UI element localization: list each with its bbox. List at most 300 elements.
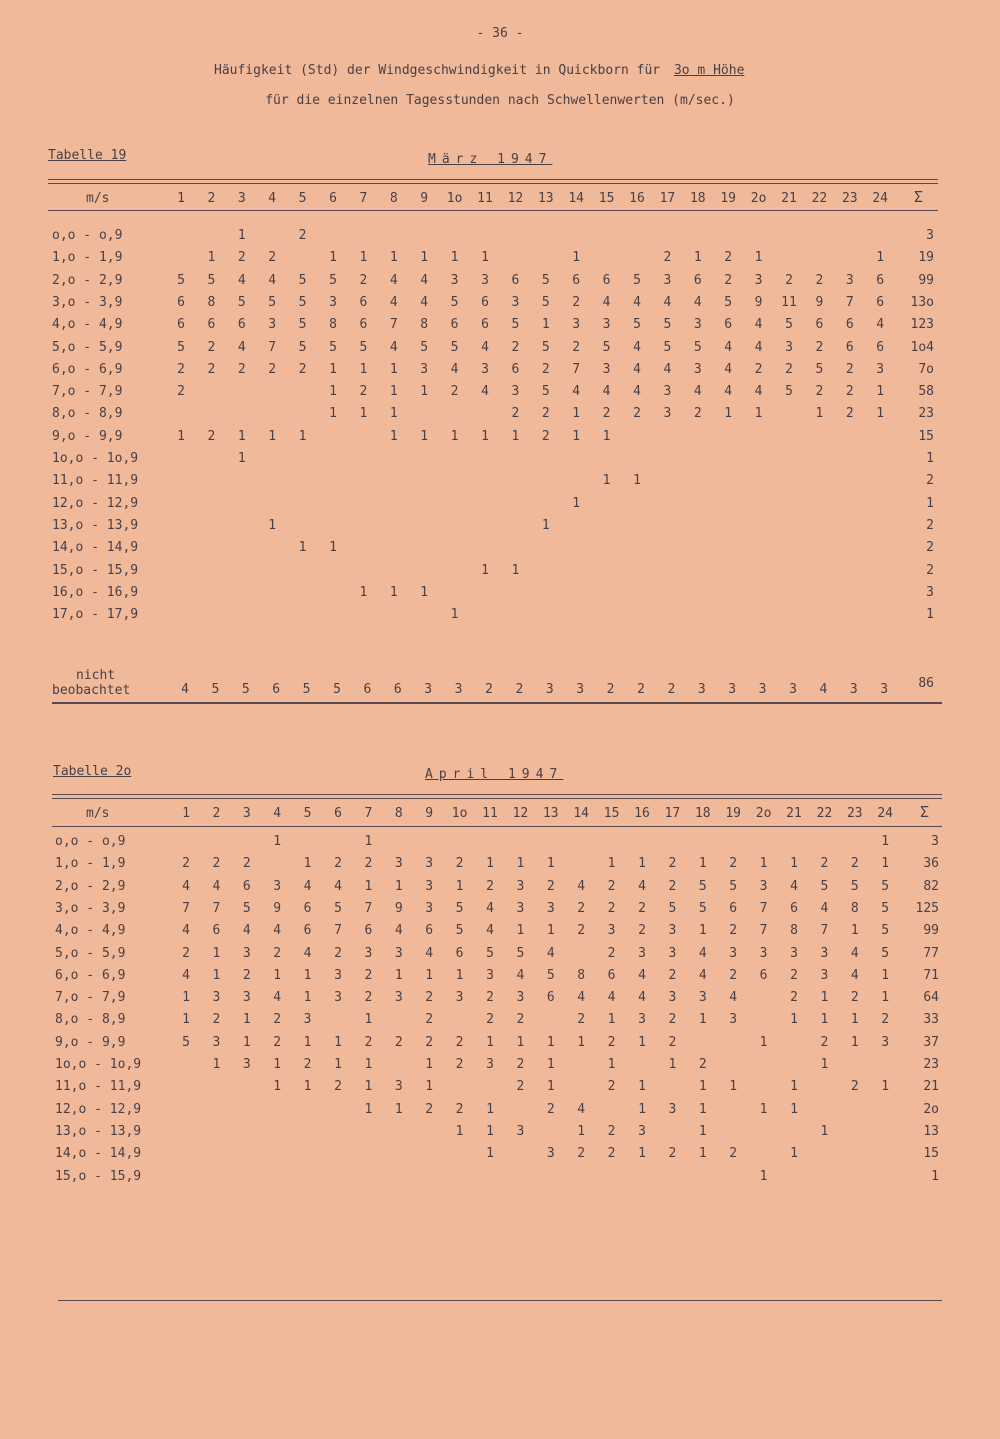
- table-cell: 5: [668, 900, 677, 916]
- table-cell: 2: [268, 361, 277, 377]
- table-cell: 7: [364, 900, 373, 916]
- table-cell: 3: [759, 878, 768, 894]
- table-cell: 1: [638, 1034, 646, 1050]
- row-range-label: 3,o - 3,9: [52, 294, 123, 310]
- table-cell: 4: [633, 339, 641, 355]
- table-cell: 4: [633, 294, 641, 310]
- table-cell: 5: [182, 1034, 190, 1050]
- table-cell: 2: [546, 1101, 555, 1117]
- table-cell: 4: [729, 990, 738, 1006]
- title-line-2: für die einzelnen Tagesstunden nach Schwellenwerten (m/sec.): [265, 93, 735, 108]
- table-cell: 1: [516, 1034, 525, 1050]
- table-cell: 1: [329, 361, 337, 377]
- table-cell: 1: [268, 428, 277, 444]
- table-cell: 1: [334, 1057, 342, 1072]
- table-cell: 2: [572, 294, 581, 310]
- table-cell: 3: [273, 878, 282, 894]
- row-range-label: o,o - o,9: [52, 228, 123, 243]
- table-cell: 1: [486, 1146, 494, 1162]
- table-cell: 3: [212, 990, 221, 1006]
- table-cell: 6: [729, 900, 738, 916]
- hour-header-cell: 4: [268, 191, 277, 206]
- missing-cell: 4: [819, 682, 828, 697]
- missing-cell: 4: [181, 682, 189, 697]
- row-range-label: 1,o - 1,9: [52, 250, 123, 266]
- table-cell: 5: [698, 900, 707, 916]
- table-cell: 2: [668, 1012, 677, 1028]
- hour-header-cell: 1o: [446, 191, 463, 206]
- table-cell: 7: [389, 317, 398, 333]
- table-cell: 1: [212, 945, 221, 961]
- row-sum: 13o: [910, 294, 934, 310]
- table-cell: 2: [607, 945, 616, 961]
- row-range-label: 1o,o - 1o,9: [52, 451, 139, 466]
- table-cell: 1: [486, 856, 494, 872]
- table-cell: 3: [693, 317, 702, 333]
- table-cell: 2: [607, 1034, 616, 1050]
- table-cell: 2: [455, 856, 464, 872]
- table-cell: 1: [486, 1123, 494, 1139]
- table-cell: 4: [212, 878, 221, 894]
- table-cell: 9: [815, 294, 824, 310]
- table-cell: 5: [268, 294, 277, 310]
- table-19-header-rule: [48, 210, 938, 211]
- table-cell: 3: [845, 272, 854, 288]
- table-cell: 6: [359, 317, 368, 333]
- table-cell: 1: [237, 228, 246, 243]
- table-cell: 2: [850, 856, 859, 872]
- table-cell: 2: [633, 406, 641, 422]
- table-cell: 1: [881, 834, 890, 849]
- table-cell: 5: [850, 878, 859, 894]
- table-cell: 1: [359, 361, 368, 377]
- missing-cell: 6: [272, 682, 281, 697]
- table-cell: 1: [273, 1079, 282, 1095]
- table-cell: 8: [329, 317, 337, 333]
- table-cell: 5: [602, 339, 611, 355]
- table-cell: 2: [486, 878, 494, 894]
- table-cell: 1: [182, 1012, 190, 1028]
- table-cell: 1: [698, 923, 707, 939]
- table-cell: 4: [663, 294, 672, 310]
- table-cell: 2: [815, 339, 824, 355]
- table-cell: 5: [455, 923, 464, 939]
- table-cell: 2: [724, 272, 733, 288]
- row-sum: 13: [923, 1123, 939, 1139]
- table-cell: 2: [450, 384, 459, 400]
- table-cell: 5: [663, 339, 672, 355]
- table-cell: 2: [850, 990, 859, 1006]
- table-cell: 2: [541, 406, 550, 422]
- row-range-label: 7,o - 7,9: [52, 384, 123, 400]
- table-20-header-rule: [52, 826, 942, 827]
- table-cell: 5: [541, 272, 550, 288]
- table-cell: 5: [329, 339, 337, 355]
- row-sum: 15: [923, 1146, 939, 1162]
- title-height: 3o m Höhe: [673, 63, 745, 78]
- table-cell: 7: [759, 923, 768, 939]
- table-cell: 3: [881, 1034, 890, 1050]
- table-cell: 2: [334, 856, 342, 872]
- hour-header-cell: 4: [273, 806, 282, 821]
- table-cell: 1: [364, 878, 373, 894]
- table-cell: 1: [364, 1057, 373, 1072]
- table-cell: 1: [212, 1057, 221, 1072]
- hour-header-cell: 22: [816, 806, 833, 821]
- table-cell: 5: [334, 900, 342, 916]
- hour-header-cell: 21: [781, 191, 797, 206]
- row-range-label: 13,o - 13,9: [55, 1123, 142, 1139]
- table-cell: 3: [268, 317, 277, 333]
- table-cell: 5: [359, 339, 368, 355]
- table-cell: 2: [455, 1034, 464, 1050]
- table-cell: 3: [876, 361, 885, 377]
- row-sum: 2: [926, 562, 934, 578]
- table-cell: 2: [237, 361, 246, 377]
- table-cell: 1: [607, 856, 616, 872]
- table-cell: 2: [455, 1057, 464, 1072]
- table-cell: 2: [273, 945, 282, 961]
- table-cell: 3: [394, 856, 403, 872]
- table-cell: 1: [820, 1057, 829, 1072]
- row-sum: 71: [923, 967, 939, 983]
- table-cell: 3: [425, 856, 434, 872]
- table-cell: 3: [820, 945, 829, 961]
- table-cell: 3: [546, 900, 555, 916]
- table-cell: 2: [364, 967, 373, 983]
- row-range-label: 4,o - 4,9: [52, 317, 123, 333]
- table-cell: 5: [486, 945, 494, 961]
- missing-cell: 3: [728, 682, 737, 697]
- row-sum: 77: [923, 945, 939, 961]
- table-cell: 1: [364, 834, 373, 849]
- missing-sum: 86: [918, 676, 934, 691]
- table-cell: 4: [850, 967, 859, 983]
- table-cell: 4: [425, 945, 434, 961]
- hour-header-cell: 13: [537, 191, 554, 206]
- table-cell: 2: [516, 1012, 525, 1028]
- row-range-label: 8,o - 8,9: [52, 406, 123, 422]
- table-cell: 7: [845, 294, 854, 310]
- table-cell: 6: [177, 294, 185, 310]
- table-cell: 1: [850, 923, 859, 939]
- table-cell: 4: [486, 900, 494, 916]
- row-range-label: 2,o - 2,9: [52, 272, 123, 288]
- hour-header-cell: 6: [329, 191, 337, 206]
- hour-header-cell: 5: [298, 191, 307, 206]
- row-range-label: 9,o - 9,9: [55, 1034, 126, 1050]
- hour-header-cell: 8: [394, 806, 403, 821]
- hour-header-cell: 12: [507, 191, 524, 206]
- table-cell: 2: [207, 428, 216, 444]
- table-19-month: März 1947: [428, 152, 553, 167]
- table-cell: 5: [177, 272, 185, 288]
- table-cell: 2: [785, 361, 793, 377]
- table-cell: 6: [876, 339, 885, 355]
- table-cell: 4: [724, 384, 733, 400]
- table-cell: 1: [516, 923, 525, 939]
- table-cell: 4: [273, 923, 282, 939]
- row-sum: 3: [926, 584, 934, 600]
- table-cell: 1: [303, 1079, 312, 1095]
- table-cell: 2: [577, 1012, 586, 1028]
- table-cell: 2: [607, 1146, 616, 1162]
- hour-header-cell: 17: [659, 191, 676, 206]
- table-cell: 1: [876, 406, 885, 422]
- table-cell: 1: [759, 1101, 768, 1117]
- table-cell: 1: [450, 607, 459, 623]
- row-range-label: 16,o - 16,9: [52, 584, 139, 600]
- table-cell: 4: [242, 923, 251, 939]
- table-cell: 3: [668, 945, 677, 961]
- table-cell: 4: [516, 967, 525, 983]
- missing-cell: 5: [302, 682, 311, 697]
- hour-header-cell: 22: [811, 191, 828, 206]
- table-cell: 4: [389, 339, 398, 355]
- table-cell: 5: [815, 361, 824, 377]
- table-cell: 2: [541, 428, 550, 444]
- table-cell: 2: [541, 361, 550, 377]
- table-cell: 8: [850, 900, 859, 916]
- table-cell: 2: [359, 384, 368, 400]
- table-cell: 1: [486, 1101, 494, 1117]
- table-cell: 3: [693, 361, 702, 377]
- table-cell: 4: [790, 878, 798, 894]
- table-cell: 1: [177, 428, 185, 444]
- row-sum: 3: [926, 228, 934, 243]
- row-sum: 2: [926, 473, 934, 489]
- table-cell: 4: [754, 384, 763, 400]
- table-cell: 2: [785, 272, 793, 288]
- table-cell: 1: [602, 428, 611, 444]
- table-cell: 5: [729, 878, 738, 894]
- table-cell: 3: [785, 339, 793, 355]
- missing-cell: 3: [454, 682, 463, 697]
- table-cell: 2: [663, 250, 672, 266]
- table-cell: 3: [572, 317, 581, 333]
- table-cell: 2: [334, 1079, 342, 1095]
- table-cell: 2: [425, 1034, 434, 1050]
- table-cell: 8: [577, 967, 586, 983]
- row-sum: 99: [918, 272, 934, 288]
- table-cell: 1: [273, 834, 282, 849]
- table-cell: 2: [425, 990, 434, 1006]
- table-cell: 5: [693, 339, 702, 355]
- table-cell: 1: [481, 250, 489, 266]
- table-cell: 3: [546, 1146, 555, 1162]
- hour-header-cell: 1o: [451, 806, 468, 821]
- table-cell: 2: [273, 1012, 282, 1028]
- table-cell: 1: [754, 406, 763, 422]
- table-cell: 3: [481, 361, 489, 377]
- table-cell: 3: [511, 384, 520, 400]
- table-cell: 1: [212, 967, 221, 983]
- table-cell: 2: [511, 339, 520, 355]
- table-cell: 3: [242, 990, 251, 1006]
- hour-header-cell: 14: [573, 806, 590, 821]
- table-cell: 6: [212, 923, 221, 939]
- table-cell: 6: [845, 317, 854, 333]
- table-cell: 2: [182, 945, 190, 961]
- table-cell: 2: [729, 856, 738, 872]
- table-cell: 3: [638, 945, 646, 961]
- table-cell: 8: [790, 923, 798, 939]
- table-cell: 3: [820, 967, 829, 983]
- row-range-label: 11,o - 11,9: [52, 473, 139, 489]
- table-cell: 2: [668, 967, 677, 983]
- table-cell: 1: [724, 406, 733, 422]
- row-range-label: 12,o - 12,9: [52, 495, 139, 511]
- table-cell: 1: [698, 1146, 707, 1162]
- table-cell: 8: [420, 317, 429, 333]
- table-cell: 3: [602, 361, 611, 377]
- table-cell: 1: [389, 406, 398, 422]
- table-cell: 1: [638, 856, 646, 872]
- table-cell: 4: [572, 384, 581, 400]
- table-cell: 3: [516, 900, 525, 916]
- table-cell: 2: [237, 250, 246, 266]
- hour-header-cell: 3: [242, 806, 251, 821]
- table-cell: 1: [450, 250, 459, 266]
- table-cell: 1: [303, 1034, 312, 1050]
- table-cell: 3: [729, 1012, 738, 1028]
- hour-header-cell: 11: [482, 806, 498, 821]
- table-cell: 11: [781, 294, 797, 310]
- table-cell: 2: [815, 384, 824, 400]
- page-number: - 36 -: [476, 26, 524, 41]
- table-cell: 5: [724, 294, 733, 310]
- table-cell: 4: [237, 272, 246, 288]
- row-range-label: o,o - o,9: [55, 834, 126, 849]
- row-sum: 1: [931, 1168, 939, 1184]
- table-cell: 7: [212, 900, 221, 916]
- table-cell: 4: [303, 878, 312, 894]
- table-cell: 9: [754, 294, 763, 310]
- hour-header-cell: 18: [694, 806, 711, 821]
- table-cell: 2: [754, 361, 763, 377]
- table-cell: 1: [364, 1079, 373, 1095]
- table-cell: 4: [486, 923, 494, 939]
- hour-header-cell: 16: [634, 806, 650, 821]
- table-cell: 1: [541, 517, 550, 533]
- table-cell: 1: [455, 967, 464, 983]
- row-sum: 125: [915, 900, 939, 916]
- table-cell: 6: [602, 272, 611, 288]
- table-cell: 3: [486, 967, 494, 983]
- table-cell: 1: [207, 250, 216, 266]
- table-cell: 5: [546, 967, 555, 983]
- table-cell: 2: [425, 1012, 434, 1028]
- table-cell: 1: [572, 428, 581, 444]
- table-cell: 7: [820, 923, 829, 939]
- table-cell: 1: [389, 584, 398, 600]
- table-cell: 2: [668, 1034, 677, 1050]
- table-cell: 2: [602, 406, 611, 422]
- row-range-label: 6,o - 6,9: [55, 967, 126, 983]
- hour-header-cell: 16: [629, 191, 645, 206]
- table-cell: 2: [693, 406, 702, 422]
- row-sum: 2: [926, 517, 934, 533]
- table-cell: 1: [572, 406, 581, 422]
- table-20-unit-header: m/s: [86, 806, 110, 821]
- table-cell: 1: [511, 428, 520, 444]
- table-cell: 4: [577, 878, 586, 894]
- table-cell: 5: [516, 945, 525, 961]
- table-cell: 1: [242, 1034, 251, 1050]
- table-cell: 3: [425, 878, 434, 894]
- table-cell: 1: [425, 1057, 434, 1072]
- table-cell: 2: [729, 967, 738, 983]
- table-cell: 1: [698, 856, 707, 872]
- table-cell: 2: [364, 990, 373, 1006]
- table-cell: 2: [359, 272, 368, 288]
- table-cell: 5: [541, 384, 550, 400]
- table-cell: 2: [850, 1079, 859, 1095]
- row-range-label: 3,o - 3,9: [55, 900, 126, 916]
- table-cell: 2: [455, 1101, 464, 1117]
- table-cell: 1: [668, 1057, 677, 1072]
- row-range-label: 15,o - 15,9: [52, 562, 139, 578]
- table-cell: 4: [698, 967, 707, 983]
- row-sum: 1: [926, 607, 934, 623]
- table-cell: 5: [785, 317, 793, 333]
- table-cell: 1: [790, 1012, 798, 1028]
- table-cell: 3: [790, 945, 798, 961]
- table-cell: 2: [486, 990, 494, 1006]
- table-cell: 1: [425, 1079, 434, 1095]
- table-cell: 6: [693, 272, 702, 288]
- table-cell: 2: [572, 339, 581, 355]
- title-text: Häufigkeit (Std) der Windgeschwindigkeit in Quickborn für: [214, 63, 661, 78]
- table-cell: 1: [359, 406, 368, 422]
- table-cell: 2: [334, 945, 342, 961]
- table-19-sum-header: Σ: [914, 188, 924, 206]
- table-cell: 2: [298, 228, 307, 243]
- table-cell: 3: [425, 900, 434, 916]
- table-cell: 3: [486, 1057, 494, 1072]
- missing-cell: 6: [363, 682, 372, 697]
- table-cell: 4: [273, 990, 282, 1006]
- table-cell: 1: [790, 1146, 798, 1162]
- table-cell: 1: [182, 990, 190, 1006]
- table-cell: 2: [577, 1146, 586, 1162]
- hour-header-cell: 17: [664, 806, 681, 821]
- missing-cell: 2: [515, 682, 524, 697]
- table-cell: 6: [572, 272, 581, 288]
- table-cell: 2: [207, 361, 216, 377]
- table-cell: 6: [425, 923, 434, 939]
- hour-header-cell: 24: [872, 191, 889, 206]
- hour-header-cell: 2: [207, 191, 216, 206]
- table-cell: 3: [481, 272, 489, 288]
- table-cell: 3: [663, 384, 672, 400]
- table-cell: 6: [815, 317, 824, 333]
- table-cell: 1: [790, 856, 798, 872]
- table-cell: 2: [668, 1146, 677, 1162]
- missing-cell: 2: [485, 682, 493, 697]
- row-sum: 7o: [918, 361, 934, 377]
- row-range-label: 12,o - 12,9: [55, 1101, 142, 1117]
- table-cell: 1: [790, 1079, 798, 1095]
- table-cell: 2: [273, 1034, 282, 1050]
- table-cell: 1: [329, 384, 337, 400]
- table-cell: 6: [177, 317, 185, 333]
- table-cell: 8: [207, 294, 216, 310]
- table-cell: 1: [633, 473, 641, 489]
- table-cell: 1: [693, 250, 702, 266]
- table-cell: 5: [881, 878, 890, 894]
- table-cell: 3: [212, 1034, 221, 1050]
